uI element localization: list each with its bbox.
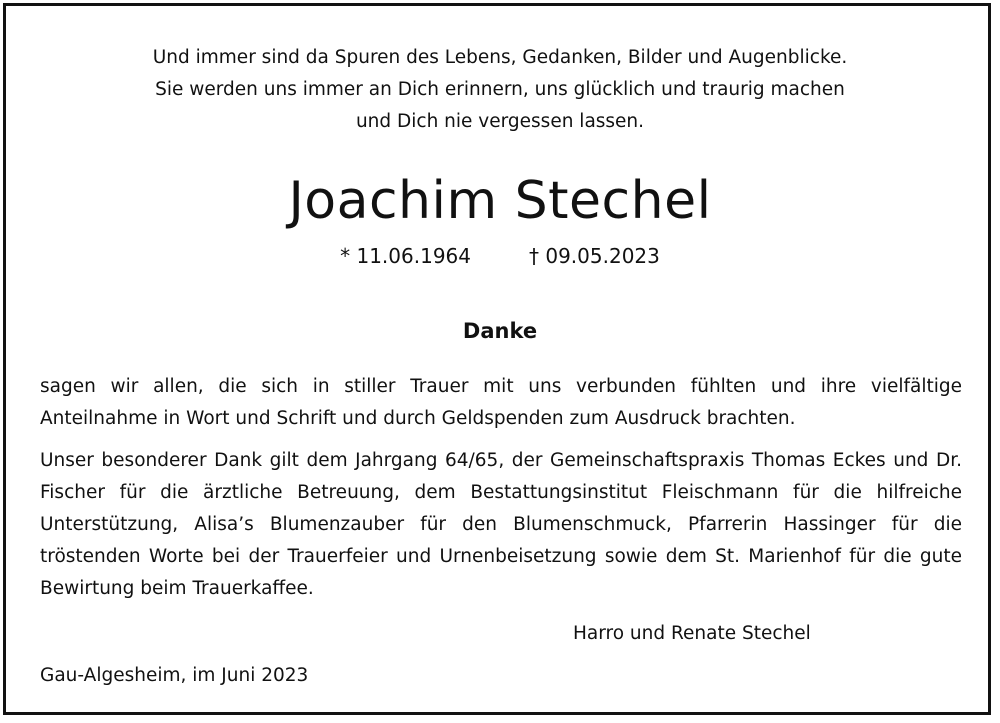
death-date: † 09.05.2023 [529, 244, 660, 268]
thanks-paragraph-1: sagen wir allen, die sich in stiller Trauer mit uns verbunden fühlten und ihre vielfältige Anteilnahme in Wort und Schrift und durch Geldspenden zum Ausdruck brachten. [40, 376, 962, 429]
thanks-paragraph-2: Unser besonderer Dank gilt dem Jahrgang 64/65, der Gemeinschaftspraxis Thomas Eckes und Dr. Fischer für die ärztliche Betreuung, dem Bestattungsinstitut Fleischmann für die hilfreiche Unterstützung, Alisa’s Blumenzauber für den Blumenschmuck, Pfarrerin Hassinger für die tröstenden Worte bei der Trauerfeier und Urnenbeisetzung sowie dem St. Marienhof für die gute Bewirtung beim Trauerkaffee. [40, 450, 962, 599]
thanks-heading: Danke [462, 319, 538, 343]
verse-line-1: Und immer sind da Spuren des Lebens, Gedanken, Bilder und Augenblicke. [152, 47, 848, 68]
family-signature: Harro und Renate Stechel [573, 623, 811, 644]
memorial-verse [0, 42, 1000, 138]
deceased-name: Joachim Stechel [288, 171, 712, 231]
verse-line-3: und Dich nie vergessen lassen. [355, 111, 645, 132]
place-and-date: Gau-Algesheim, im Juni 2023 [40, 665, 309, 686]
verse-line-2: Sie werden uns immer an Dich erinnern, uns glücklich und traurig machen [155, 79, 845, 100]
life-dates [0, 241, 1000, 271]
birth-date: * 11.06.1964 [340, 244, 471, 268]
